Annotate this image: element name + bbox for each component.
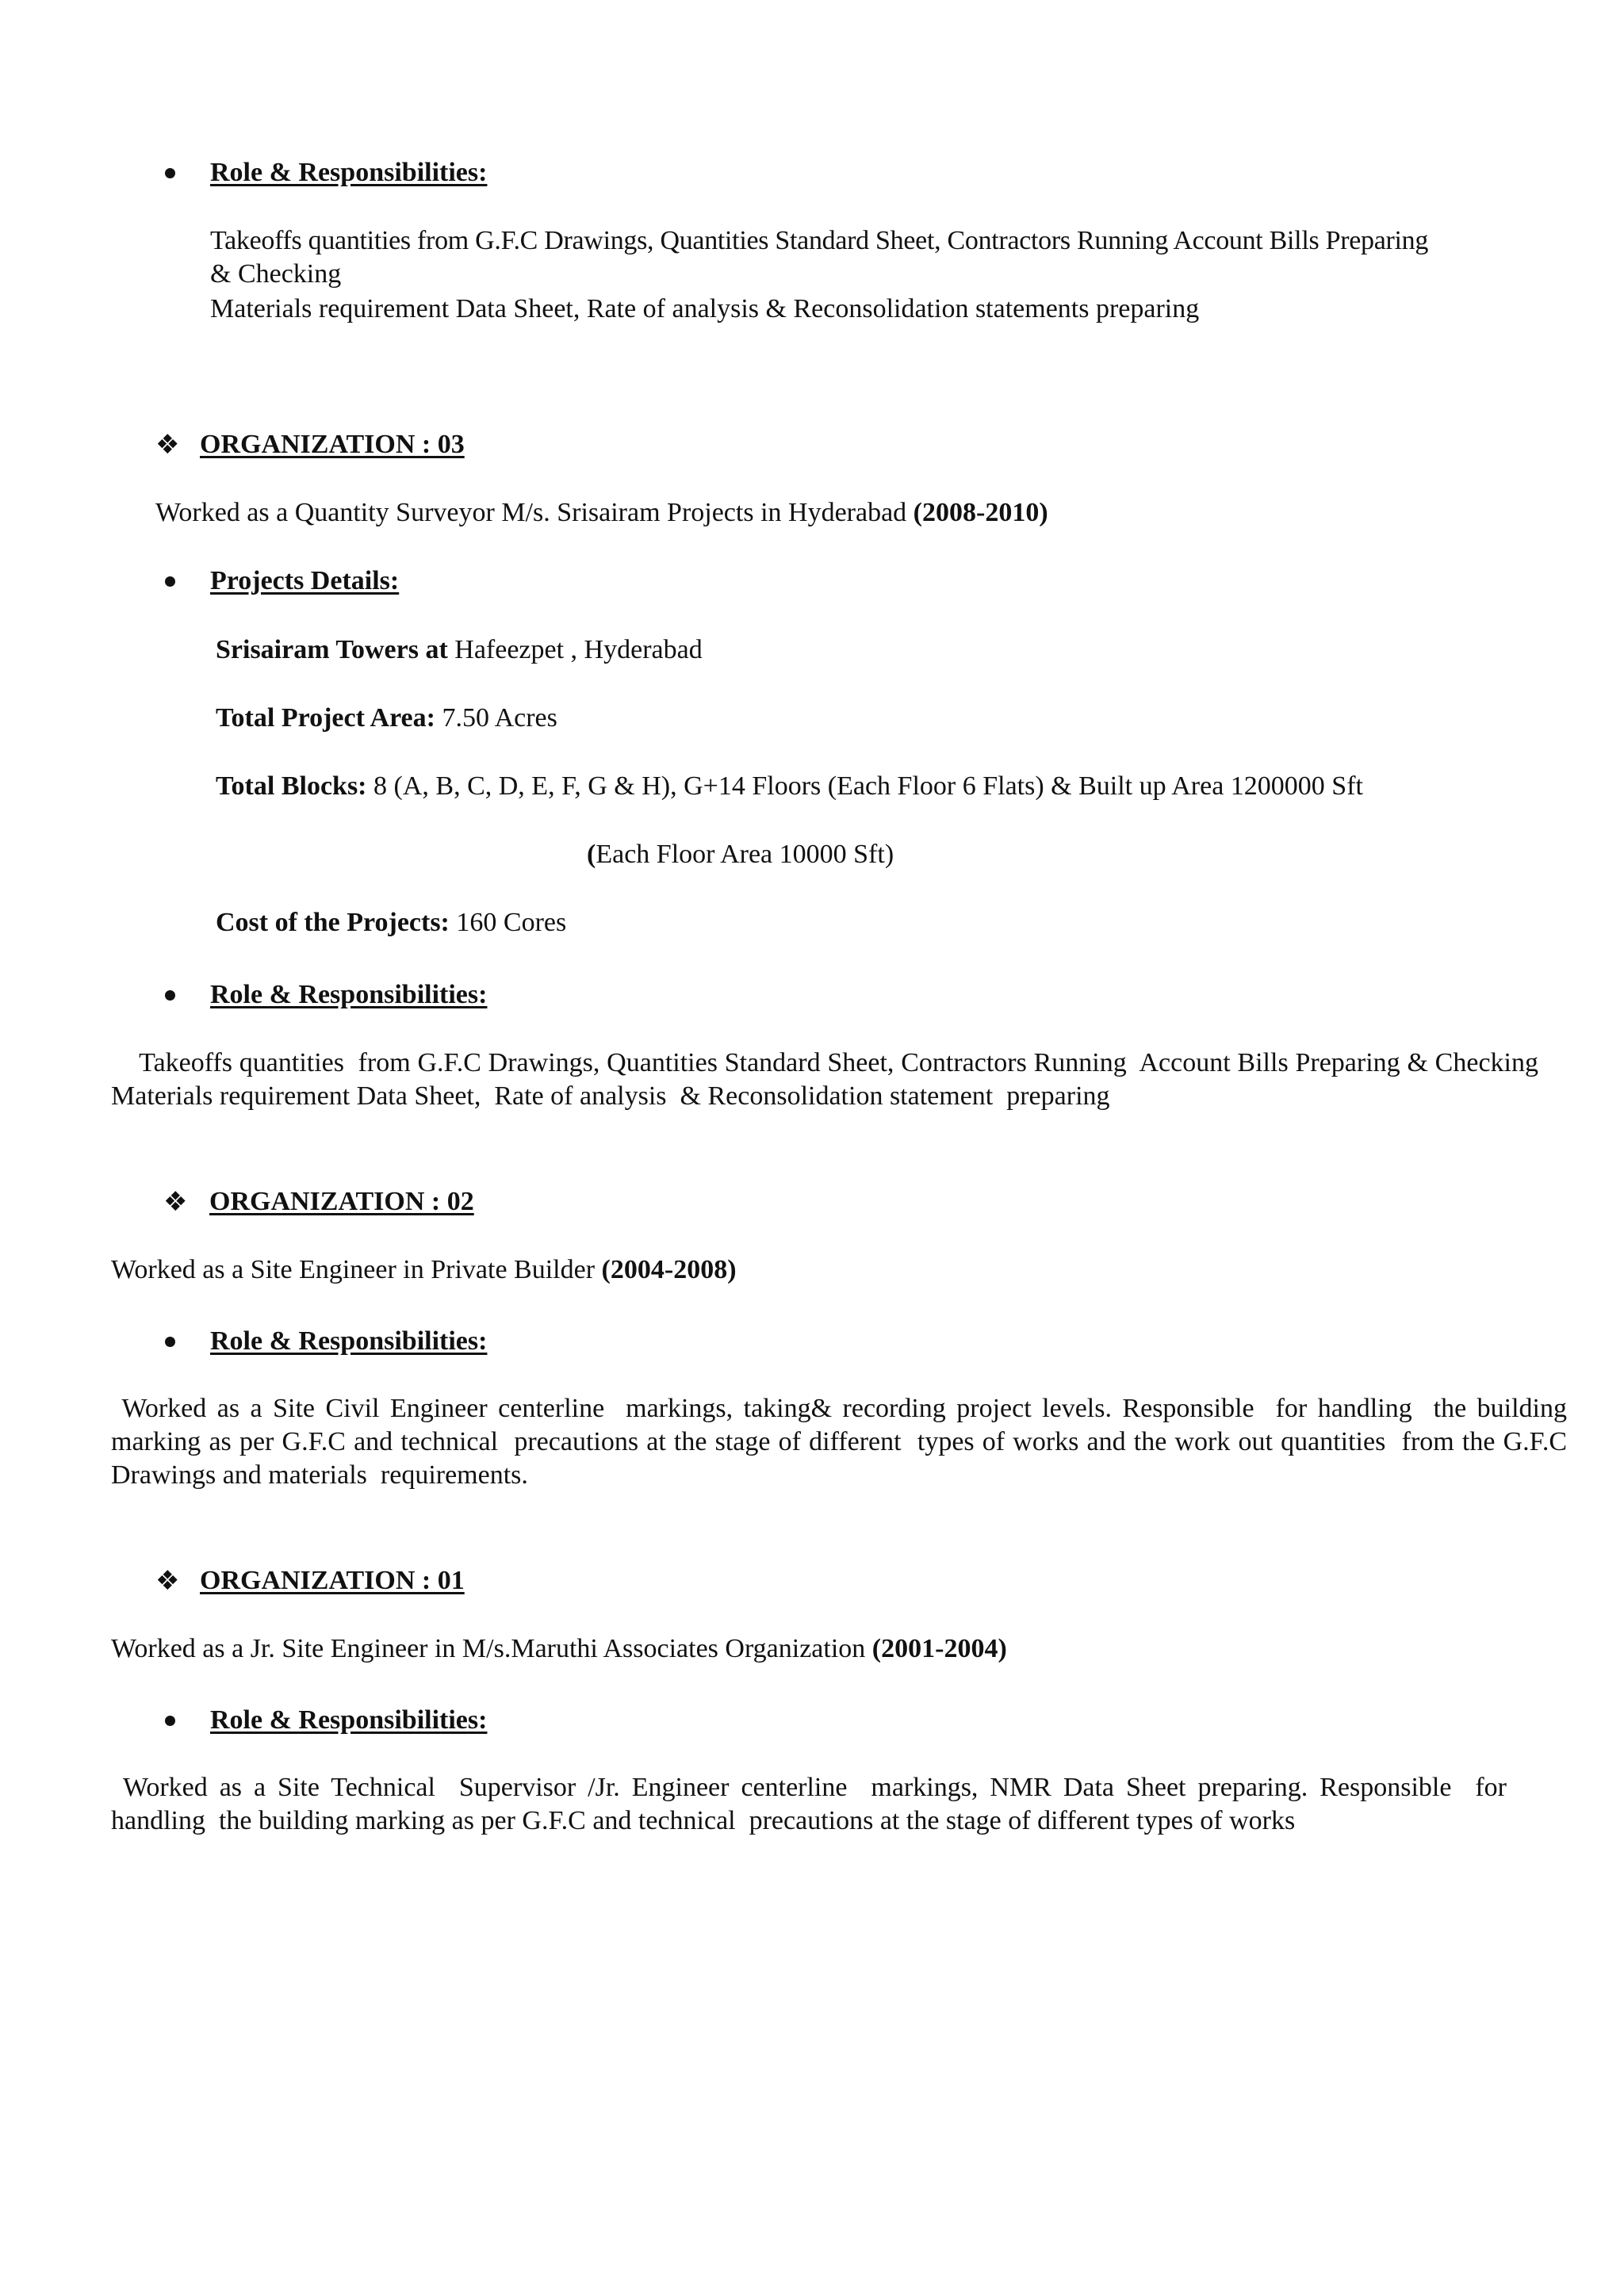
project-cost-label: Cost of the Projects: [216,908,457,937]
org03-role-text: Takeoffs quantities from G.F.C Drawings, Quantities Standard Sheet, Contractors Running Account Bills Preparing & Checking Materials requirement Data Sheet, Rate of analysis & Reconsolidation statement preparing [111,1048,1545,1111]
org03-heading: ORGANIZATION : 03 [200,430,465,459]
org02-worked-text: Worked as a Site Engineer in Private Builder [111,1255,602,1284]
top-role-line-1: Takeoffs quantities from G.F.C Drawings, Quantities Standard Sheet, Contractors Running Account Bills Preparing [210,226,1429,255]
org01-role-text: Worked as a Site Technical Supervisor /Jr. Engineer centerline markings, NMR Data Sheet preparing. Responsible for handling the building marking as per G.F.C and technical precautions at the stage of different types of works [111,1773,1514,1835]
project-blocks-value: 8 (A, B, C, D, E, F, G & H), G+14 Floors (Each Floor 6 Flats) & Built up Area 1200000 Sft [373,771,1363,801]
org01-years: (2001-2004) [871,1634,1007,1663]
org03-worked-text: Worked as a Quantity Surveyor M/s. Srisairam Projects in Hyderabad [155,498,914,527]
org02-worked-line [111,1253,737,1288]
role-heading: Role & Responsibilities: [210,158,488,187]
org02-heading: ORGANIZATION : 02 [209,1187,474,1216]
org03-years: (2008-2010) [913,498,1048,527]
floor-area-paren: ( [587,840,596,869]
bullet-icon [165,1716,175,1726]
bullet-icon [165,1337,175,1347]
project-blocks-label: Total Blocks: [216,771,374,801]
floor-area-line [587,837,894,872]
project-name-line [216,633,703,668]
top-role-line-3: Materials requirement Data Sheet, Rate of analysis & Reconsolidation statements preparing [210,294,1200,323]
diamond-bullet-icon: ❖ [155,1565,180,1597]
diamond-bullet-icon: ❖ [155,429,180,461]
project-cost-value: 160 Cores [456,908,567,937]
org02-years: (2004-2008) [601,1255,737,1284]
org02-role-text: Worked as a Site Civil Engineer centerline markings, taking& recording project levels. Responsible for handling the building marking as per G.F.C and technical precautions at the stage of different types of works and the work out quantities from the G.F.C Drawings and materials requirements. [111,1394,1574,1490]
top-role-line-2: & Checking [210,259,342,289]
bullet-icon [165,168,175,178]
diamond-bullet-icon: ❖ [163,1186,188,1218]
project-area-line [216,701,557,736]
role-heading: Role & Responsibilities: [210,1326,488,1356]
project-cost-line [216,905,566,940]
project-name-label: Srisairam Towers at [216,635,455,664]
project-name-value: Hafeezpet , Hyderabad [454,635,703,664]
org01-heading: ORGANIZATION : 01 [200,1566,465,1595]
role-heading: Role & Responsibilities: [210,1705,488,1735]
floor-area-text: Each Floor Area 10000 Sft) [596,840,894,869]
bullet-icon [165,990,175,1001]
role-heading: Role & Responsibilities: [210,980,488,1009]
project-area-label: Total Project Area: [216,703,442,733]
org01-worked-line [111,1632,1007,1667]
project-blocks-line [216,769,1363,804]
projects-details-heading: Projects Details: [210,566,400,595]
bullet-icon [165,576,175,587]
org01-worked-text: Worked as a Jr. Site Engineer in M/s.Maruthi Associates Organization [111,1634,872,1663]
project-area-value: 7.50 Acres [442,703,557,733]
org03-worked-line [155,496,1048,530]
